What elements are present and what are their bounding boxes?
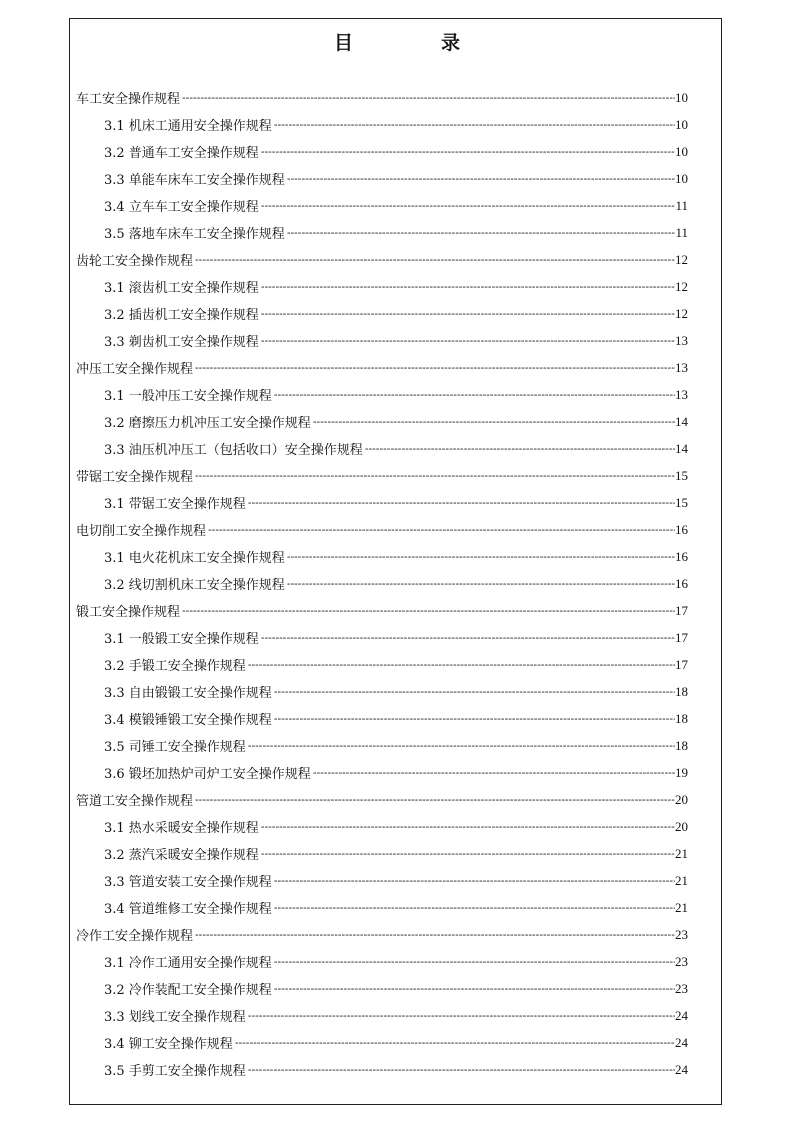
- dot-leader: [272, 713, 675, 725]
- toc-entry-label: 3.5 落地车床车工安全操作规程: [104, 227, 285, 242]
- dot-leader: [246, 497, 675, 509]
- toc-entry[interactable]: [76, 246, 688, 273]
- toc-entry-label: 3.3 划线工安全操作规程: [104, 1010, 246, 1025]
- dot-leader: [193, 362, 675, 374]
- toc-entry-label: 冷作工安全操作规程: [76, 929, 194, 944]
- toc-entry-label: 3.1 电火花机床工安全操作规程: [104, 551, 285, 566]
- title-char-1: 目: [334, 32, 354, 54]
- toc-page-number: 19: [675, 764, 688, 780]
- toc-subentry[interactable]: [76, 975, 688, 1002]
- toc-page-number: 17: [675, 629, 688, 645]
- dot-leader: [246, 659, 675, 671]
- toc-page-number: 20: [675, 818, 688, 834]
- toc-page-number: 10: [675, 170, 688, 186]
- dot-leader: [285, 578, 675, 590]
- toc-entry[interactable]: [76, 786, 688, 813]
- toc-entry-label: 带锯工安全操作规程: [76, 470, 194, 485]
- dot-leader: [246, 1010, 675, 1022]
- dot-leader: [285, 551, 675, 563]
- dot-leader: [193, 929, 675, 941]
- toc-subentry[interactable]: [76, 651, 688, 678]
- toc-entry-label: 3.1 一般冲压工安全操作规程: [104, 389, 272, 404]
- dot-leader: [246, 1064, 675, 1076]
- toc-page-number: 10: [675, 116, 688, 132]
- dot-leader: [180, 92, 675, 104]
- toc-entry-label: 冲压工安全操作规程: [76, 362, 194, 377]
- toc-page-number: 12: [675, 251, 688, 267]
- toc-subentry[interactable]: [76, 435, 688, 462]
- toc-entry-label: 3.6 锻坯加热炉司炉工安全操作规程: [104, 767, 311, 782]
- toc-subentry[interactable]: [76, 327, 688, 354]
- toc-entry-label: 车工安全操作规程: [76, 92, 181, 107]
- toc-entry-label: 3.2 插齿机工安全操作规程: [104, 308, 259, 323]
- toc-entry-label: 3.4 立车车工安全操作规程: [104, 200, 259, 215]
- dot-leader: [259, 146, 675, 158]
- toc-subentry[interactable]: [76, 894, 688, 921]
- toc-entry[interactable]: [76, 462, 688, 489]
- toc-entry-label: 电切削工安全操作规程: [76, 524, 207, 539]
- toc-entry-label: 3.1 机床工通用安全操作规程: [104, 119, 272, 134]
- toc-entry-label: 3.3 自由锻锻工安全操作规程: [104, 686, 272, 701]
- toc-page-number: 13: [675, 332, 688, 348]
- toc-subentry[interactable]: [76, 840, 688, 867]
- toc-subentry[interactable]: [76, 705, 688, 732]
- toc-page-number: 21: [675, 899, 688, 915]
- dot-leader: [259, 200, 676, 212]
- toc-entry-label: 3.2 冷作装配工安全操作规程: [104, 983, 272, 998]
- toc-entry-label: 3.5 手剪工安全操作规程: [104, 1064, 246, 1079]
- toc-page-number: 11: [675, 197, 688, 213]
- toc-subentry[interactable]: [76, 1002, 688, 1029]
- toc-subentry[interactable]: [76, 1029, 688, 1056]
- dot-leader: [272, 983, 675, 995]
- dot-leader: [272, 119, 675, 131]
- toc-page-number: 15: [675, 494, 688, 510]
- toc-subentry[interactable]: [76, 678, 688, 705]
- toc-page-number: 16: [675, 521, 688, 537]
- toc-entry-label: 3.2 蒸汽采暖安全操作规程: [104, 848, 259, 863]
- toc-page-number: 18: [675, 737, 688, 753]
- toc-page-number: 21: [675, 872, 688, 888]
- toc-entry[interactable]: [76, 84, 688, 111]
- toc-page-number: 21: [675, 845, 688, 861]
- toc-entry-label: 3.2 磨擦压力机冲压工安全操作规程: [104, 416, 311, 431]
- toc-page-number: 17: [675, 656, 688, 672]
- dot-leader: [272, 875, 675, 887]
- toc-page-number: 16: [675, 575, 688, 591]
- toc-entry-label: 3.3 单能车床车工安全操作规程: [104, 173, 285, 188]
- toc-subentry[interactable]: [76, 624, 688, 651]
- toc-page-number: 24: [675, 1061, 688, 1077]
- toc-entry-label: 3.4 铆工安全操作规程: [104, 1037, 233, 1052]
- dot-leader: [193, 470, 675, 482]
- toc-entry-label: 3.1 滚齿机工安全操作规程: [104, 281, 259, 296]
- toc-subentry[interactable]: [76, 138, 688, 165]
- toc-entry-label: 3.2 手锻工安全操作规程: [104, 659, 246, 674]
- toc-page-number: 16: [675, 548, 688, 564]
- toc-entry[interactable]: [76, 354, 688, 381]
- toc-entry-label: 3.5 司锤工安全操作规程: [104, 740, 246, 755]
- toc-subentry[interactable]: [76, 408, 688, 435]
- toc-page-number: 12: [675, 278, 688, 294]
- toc-subentry[interactable]: [76, 489, 688, 516]
- toc-page-number: 18: [675, 710, 688, 726]
- dot-leader: [259, 632, 675, 644]
- toc-entry-label: 齿轮工安全操作规程: [76, 254, 194, 269]
- title-char-2: 录: [441, 32, 461, 54]
- toc-entry-label: 3.2 线切割机床工安全操作规程: [104, 578, 285, 593]
- toc-subentry[interactable]: [76, 192, 688, 219]
- toc-entry-label: 3.1 一般锻工安全操作规程: [104, 632, 259, 647]
- toc-page-number: 20: [675, 791, 688, 807]
- dot-leader: [193, 794, 675, 806]
- dot-leader: [206, 524, 675, 536]
- toc-page-number: 23: [675, 980, 688, 996]
- toc-subentry[interactable]: [76, 300, 688, 327]
- toc-entry-label: 3.3 油压机冲压工（包括收口）安全操作规程: [104, 443, 363, 458]
- dot-leader: [259, 281, 675, 293]
- toc-entry-label: 3.1 热水采暖安全操作规程: [104, 821, 259, 836]
- toc-page-number: 24: [675, 1034, 688, 1050]
- toc-page-number: 15: [675, 467, 688, 483]
- toc-subentry[interactable]: [76, 111, 688, 138]
- toc-entry-label: 3.3 剃齿机工安全操作规程: [104, 335, 259, 350]
- toc-page-number: 17: [675, 602, 688, 618]
- dot-leader: [285, 173, 675, 185]
- toc-entry-label: 3.3 管道安装工安全操作规程: [104, 875, 272, 890]
- toc-entry[interactable]: [76, 516, 688, 543]
- toc-subentry[interactable]: [76, 570, 688, 597]
- toc-page-number: 24: [675, 1007, 688, 1023]
- toc-subentry[interactable]: [76, 543, 688, 570]
- toc-entry-label: 3.4 模锻锤锻工安全操作规程: [104, 713, 272, 728]
- dot-leader: [272, 902, 675, 914]
- toc-page-number: 23: [675, 953, 688, 969]
- toc-page-number: 12: [675, 305, 688, 321]
- toc-entry-label: 3.2 普通车工安全操作规程: [104, 146, 259, 161]
- dot-leader: [233, 1037, 675, 1049]
- table-of-contents: [76, 84, 688, 1083]
- toc-page-number: 13: [675, 386, 688, 402]
- toc-subentry[interactable]: [76, 165, 688, 192]
- dot-leader: [363, 443, 675, 455]
- toc-entry[interactable]: [76, 921, 688, 948]
- dot-leader: [193, 254, 675, 266]
- toc-subentry[interactable]: [76, 219, 688, 246]
- toc-subentry[interactable]: [76, 948, 688, 975]
- toc-page-number: 11: [675, 224, 688, 240]
- dot-leader: [259, 848, 675, 860]
- toc-entry-label: 锻工安全操作规程: [76, 605, 181, 620]
- toc-entry-label: 3.1 冷作工通用安全操作规程: [104, 956, 272, 971]
- toc-entry-label: 管道工安全操作规程: [76, 794, 194, 809]
- toc-subentry[interactable]: [76, 813, 688, 840]
- dot-leader: [272, 389, 675, 401]
- toc-page-number: 14: [675, 440, 688, 456]
- dot-leader: [285, 227, 676, 239]
- dot-leader: [259, 308, 675, 320]
- toc-subentry[interactable]: [76, 273, 688, 300]
- toc-page-number: 13: [675, 359, 688, 375]
- toc-entry[interactable]: [76, 597, 688, 624]
- dot-leader: [311, 767, 675, 779]
- dot-leader: [311, 416, 675, 428]
- toc-subentry[interactable]: [76, 381, 688, 408]
- toc-subentry[interactable]: [76, 1056, 688, 1083]
- dot-leader: [259, 335, 675, 347]
- toc-entry-label: 3.1 带锯工安全操作规程: [104, 497, 246, 512]
- toc-page-number: 14: [675, 413, 688, 429]
- toc-page-number: 10: [675, 143, 688, 159]
- toc-subentry[interactable]: [76, 759, 688, 786]
- toc-entry-label: 3.4 管道维修工安全操作规程: [104, 902, 272, 917]
- dot-leader: [259, 821, 675, 833]
- toc-page-number: 10: [675, 89, 688, 105]
- toc-subentry[interactable]: [76, 732, 688, 759]
- dot-leader: [180, 605, 675, 617]
- dot-leader: [246, 740, 675, 752]
- dot-leader: [272, 686, 675, 698]
- dot-leader: [272, 956, 675, 968]
- toc-subentry[interactable]: [76, 867, 688, 894]
- toc-page-number: 18: [675, 683, 688, 699]
- toc-page-number: 23: [675, 926, 688, 942]
- toc-title: [0, 28, 793, 58]
